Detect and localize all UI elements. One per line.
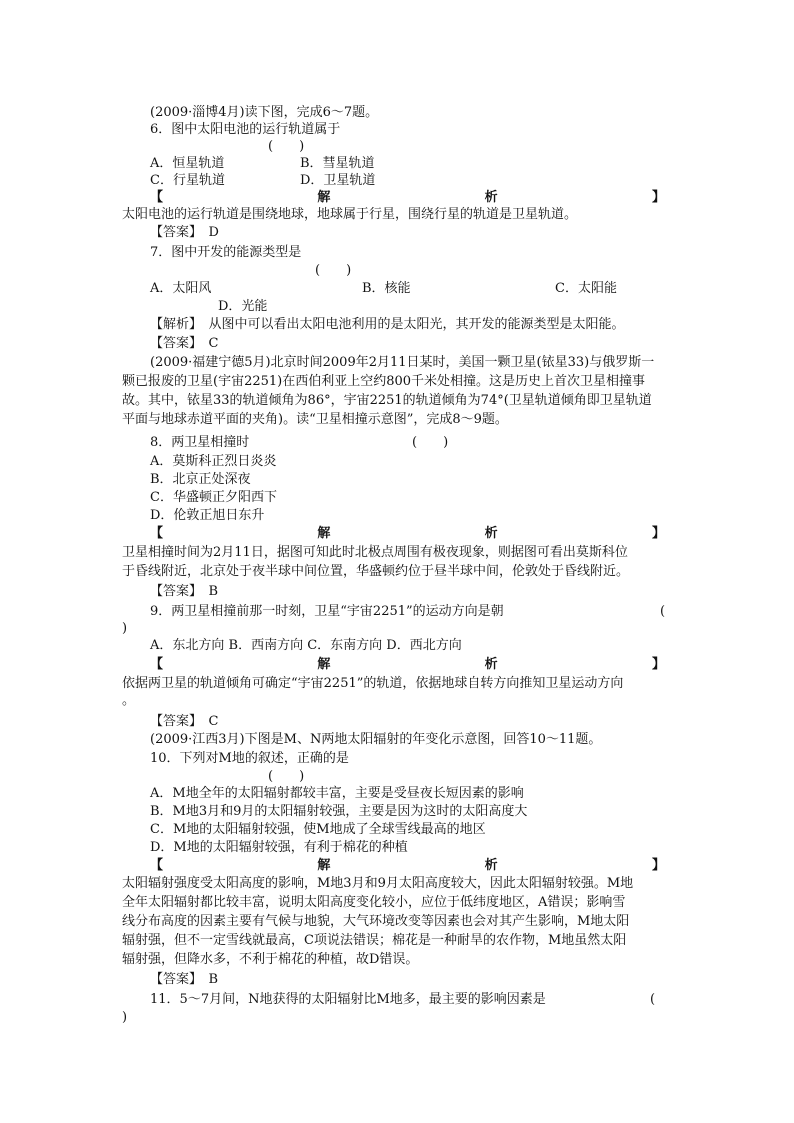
- option-a: A．M地全年的太阳辐射都较丰富，主要是受昼夜长短因素的影响: [150, 786, 524, 801]
- option-d: D．光能: [218, 299, 268, 314]
- question-9: 9．两卫星相撞前那一时刻，卫星“宇宙2251”的运动方向是朝: [150, 604, 504, 619]
- option-c: C．太阳能: [555, 281, 617, 296]
- analysis-text: 辐射强，但降水多，不利于棉花的种植，故D错误。: [122, 952, 419, 967]
- section-intro: (2009·淄博4月)读下图，完成6～7题。: [150, 105, 379, 120]
- analysis-heading: [150, 656, 665, 673]
- heading-char: 解: [317, 190, 331, 205]
- question-10: 10．下列对M地的叙述，正确的是: [150, 751, 349, 766]
- option-a: A．恒星轨道: [150, 156, 225, 171]
- analysis-text: 于昏线附近，北京处于夜半球中间位置，华盛顿约位于昼半球中间，伦敦处于昏线附近。: [122, 564, 630, 579]
- answer-line: 【答案】 B: [150, 584, 219, 599]
- bracket-close: 】: [651, 526, 665, 541]
- analysis-text: 全年太阳辐射都比较丰富，说明太阳高度变化较小，应位于低纬度地区，A错误；影响雪: [122, 895, 626, 910]
- answer-bracket: ): [122, 1010, 128, 1025]
- heading-char: 析: [484, 657, 498, 672]
- heading-char: 解: [317, 526, 331, 541]
- section-intro: (2009·江西3月)下图是M、N两地太阳辐射的年变化示意图，回答10～11题。: [150, 732, 602, 747]
- section-intro-cont: 颗已报废的卫星(宇宙2251)在西伯利亚上空约800千米处相撞。这是历史上首次卫星相撞事: [122, 374, 646, 389]
- option-b: B．北京正处深夜: [150, 472, 251, 487]
- answer-line: 【答案】 C: [150, 714, 219, 729]
- heading-char: 解: [317, 657, 331, 672]
- analysis-heading: [150, 525, 665, 542]
- answer-bracket: (: [660, 604, 666, 619]
- answer-bracket: ( ): [268, 139, 305, 154]
- option-c: C．华盛顿正夕阳西下: [150, 490, 277, 505]
- heading-char: 析: [484, 858, 498, 873]
- section-intro-cont: 平面与地球赤道平面的夹角)。读“卫星相撞示意图”，完成8～9题。: [122, 412, 508, 427]
- analysis-text: 线分布高度的因素主要有气候与地貌，大气环境改变等因素也会对其产生影响，M地太阳: [122, 914, 630, 929]
- bracket-close: 】: [651, 858, 665, 873]
- question-7: 7．图中开发的能源类型是: [150, 245, 302, 260]
- answer-bracket: ( ): [315, 263, 352, 278]
- bracket-open: 【: [150, 657, 164, 672]
- heading-char: 析: [484, 526, 498, 541]
- heading-char: 解: [317, 858, 331, 873]
- option-c: C．行星轨道: [150, 173, 225, 188]
- analysis-text: 依据两卫星的轨道倾角可确定“宇宙2251”的轨道，依据地球自转方向推知卫星运动方向: [122, 676, 624, 691]
- option-d: D．卫星轨道: [300, 173, 376, 188]
- analysis-text: 卫星相撞时间为2月11日，据图可知此时北极点周围有极夜现象，则据图可看出莫斯科位: [122, 545, 628, 560]
- analysis-text: 太阳电池的运行轨道是围绕地球，地球属于行星，围绕行星的轨道是卫星轨道。: [122, 207, 578, 222]
- option-d: D．伦敦正旭日东升: [150, 508, 265, 523]
- heading-char: 析: [484, 190, 498, 205]
- question-6: 6．图中太阳电池的运行轨道属于: [150, 122, 341, 137]
- answer-line: 【答案】 B: [150, 972, 219, 987]
- option-a: A．太阳风: [150, 281, 212, 296]
- bracket-open: 【: [150, 526, 164, 541]
- option-c: C．M地的太阳辐射较强，使M地成了全球雪线最高的地区: [150, 822, 486, 837]
- analysis-heading: [150, 189, 665, 206]
- answer-line: 【答案】 C: [150, 336, 219, 351]
- option-d: D．M地的太阳辐射较强，有利于棉花的种植: [150, 840, 408, 855]
- question-11: 11．5～7月间，N地获得的太阳辐射比M地多，最主要的影响因素是: [150, 992, 546, 1007]
- bracket-open: 【: [150, 858, 164, 873]
- option-a: A．莫斯科正烈日炎炎: [150, 454, 277, 469]
- bracket-open: 【: [150, 190, 164, 205]
- answer-bracket: ): [122, 621, 128, 636]
- analysis-heading: [150, 857, 665, 874]
- question-8: 8．两卫星相撞时: [150, 435, 250, 450]
- option-b: B．核能: [362, 281, 411, 296]
- answer-line: 【答案】 D: [150, 225, 219, 240]
- answer-bracket: (: [650, 992, 656, 1007]
- bracket-close: 】: [651, 190, 665, 205]
- analysis-text: 太阳辐射强度受太阳高度的影响，M地3月和9月太阳高度较大，因此太阳辐射较强。M地: [122, 876, 634, 891]
- analysis-text: 。: [122, 693, 136, 708]
- bracket-close: 】: [651, 657, 665, 672]
- analysis-text: 辐射强，但不一定雪线就最高，C项说法错误；棉花是一种耐旱的农作物，M地虽然太阳: [122, 933, 627, 948]
- option-b: B．M地3月和9月的太阳辐射较强，主要是因为这时的太阳高度大: [150, 804, 528, 819]
- analysis-line: 【解析】 从图中可以看出太阳电池利用的是太阳光，其开发的能源类型是太阳能。: [150, 317, 625, 332]
- answer-bracket: ( ): [412, 435, 449, 450]
- section-intro: (2009·福建宁德5月)北京时间2009年2月11日某时，美国一颗卫星(铱星33)与俄罗斯一: [150, 355, 655, 370]
- answer-bracket: ( ): [268, 769, 305, 784]
- options-row: A．东北方向 B．西南方向 C．东南方向 D．西北方向: [150, 638, 462, 653]
- section-intro-cont: 故。其中，铱星33的轨道倾角为86°，宇宙2251的轨道倾角为74°(卫星轨道倾角即卫星轨道: [122, 393, 652, 408]
- option-b: B．彗星轨道: [300, 156, 375, 171]
